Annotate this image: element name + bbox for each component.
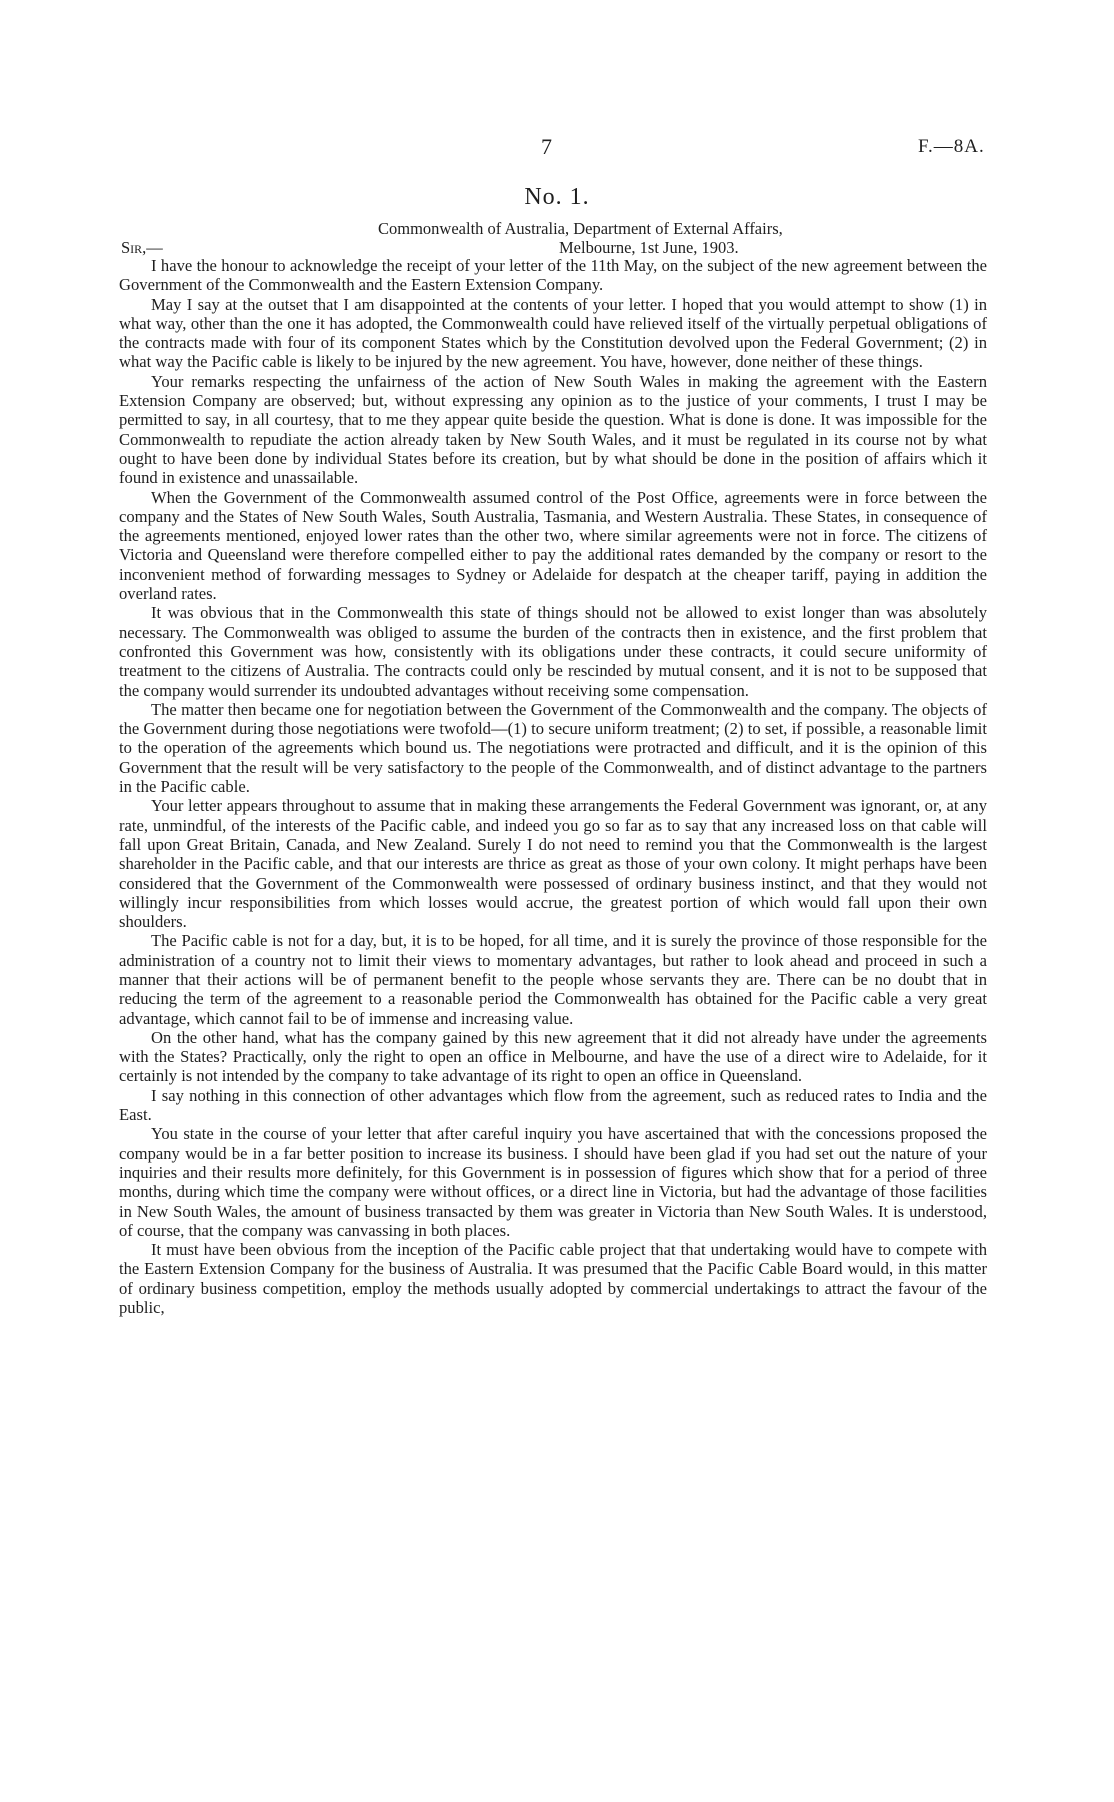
paragraph: You state in the course of your letter that after careful inquiry you have ascertained that with the concessions proposed the company would be in a far better position to increase its business. I should have been glad if you had set out the nature of your inquiries and their results more definitely, for this Government is in possession of figures which show that for a period of three months, during which time the company were without offices, or a direct line in Victoria, but had the advantage of those facilities in New South Wales, the amount of business transacted by them was greater in Victoria than New South Wales. It is understood, of course, that the company was canvassing in both places.	[119, 1124, 987, 1240]
paragraph: May I say at the outset that I am disappointed at the contents of your letter. I hoped that you would attempt to show (1) in what way, other than the one it has adopted, the Commonwealth could have relieved itself of the virtually perpetual obligations of the contracts made with four of its component States which by the Constitution devolved upon the Federal Government; (2) in what way the Pacific cable is likely to be injured by the new agreement. You have, however, done neither of these things.	[119, 294, 987, 372]
paragraph: When the Government of the Commonwealth assumed control of the Post Office, agreements were in force between the company and the States of New South Wales, South Australia, Tasmania, and Western Australia. These States, in consequence of the agreements mentioned, enjoyed lower rates than the other two, where similar agreements were not in force. The citizens of Victoria and Queensland were therefore compelled either to pay the additional rates demanded by the company or resort to the inconvenient method of forwarding messages to Sydney or Adelaide for despatch at the cheaper tariff, paying in addition the overland rates.	[119, 487, 987, 604]
paragraph: I say nothing in this connection of other advantages which flow from the agreement, such as reduced rates to India and the East.	[119, 1085, 987, 1125]
address-line-2: Melbourne, 1st June, 1903.	[559, 238, 739, 257]
page-number: 7	[541, 134, 553, 159]
document-reference: F.—8A.	[918, 136, 985, 157]
paragraph: It must have been obvious from the inception of the Pacific cable project that that undertaking would have to compete with the Eastern Extension Company for the business of Australia. It was presumed that the Pacific Cable Board would, in this matter of ordinary business competition, employ the methods usually adopted by commercial undertakings to attract the favour of the public,	[119, 1240, 987, 1318]
paragraph: The Pacific cable is not for a day, but, it is to be hoped, for all time, and it is surely the province of those responsible for the administration of a country not to limit their views to momentary advantages, but rather to look ahead and proceed in such a manner that their actions will be of permanent benefit to the people whose servants they are. There can be no doubt that in reducing the term of the agreement to a reasonable period the Commonwealth has obtained for the Pacific cable a very great advantage, which cannot fail to be of immense and increasing value.	[119, 931, 987, 1028]
paragraph: Your letter appears throughout to assume that in making these arrangements the Federal Government was ignorant, or, at any rate, unmindful, of the interests of the Pacific cable, and indeed you go so far as to say that any increased loss on that cable will fall upon Great Britain, Canada, and New Zealand. Surely I do not need to remind you that the Commonwealth is the largest shareholder in the Pacific cable, and that our interests are thrice as great as those of your own colony. It might perhaps have been considered that the Government of the Commonwealth were possessed of ordinary business instinct, and that they would not willingly incur responsibilities from which losses would accrue, the greatest portion of which would fall upon their own shoulders.	[119, 796, 987, 932]
paragraph: I have the honour to acknowledge the receipt of your letter of the 11th May, on the subject of the new agreement between the Government of the Commonwealth and the Eastern Extension Company.	[119, 256, 987, 295]
paragraph: It was obvious that in the Commonwealth this state of things should not be allowed to exist longer than was absolutely necessary. The Commonwealth was obliged to assume the burden of the contracts then in existence, and the first problem that confronted this Government was how, consistently with its obligations under these contracts, it could secure uniformity of treatment to the citizens of Australia. The contracts could only be rescinded by mutual consent, and it is not to be supposed that the company would surrender its undoubted advantages without receiving some compensation.	[119, 603, 987, 700]
letter-number-title: No. 1.	[524, 184, 590, 210]
address-line-1: Commonwealth of Australia, Department of External Affairs,	[378, 219, 783, 238]
paragraph: Your remarks respecting the unfairness of the action of New South Wales in making the agreement with the Eastern Extension Company are observed; but, without expressing any opinion as to the justice of your comments, I trust I may be permitted to say, in all courtesy, that to me they appear quite beside the question. What is done is done. It was impossible for the Commonwealth to repudiate the action already taken by New South Wales, and it must be regulated in its course not by what ought to have been done by individual States before its creation, but by what should be done in the position of affairs which it found in existence and unassailable.	[119, 371, 987, 488]
paragraph: The matter then became one for negotiation between the Government of the Commonwealth and the company. The objects of the Government during those negotiations were twofold—(1) to secure uniform treatment; (2) to set, if possible, a reasonable limit to the operation of the agreements which bound us. The negotiations were protracted and difficult, and it is the opinion of this Government that the result will be very satisfactory to the people of the Commonwealth, and of distinct advantage to the partners in the Pacific cable.	[119, 699, 987, 797]
salutation: Sir,—	[121, 238, 163, 257]
letter-body	[119, 256, 987, 1317]
paragraph: On the other hand, what has the company gained by this new agreement that it did not already have under the agreements with the States? Practically, only the right to open an office in Melbourne, and have the use of a direct wire to Adelaide, for it certainly is not intended by the company to take advantage of its right to open an office in Queensland.	[119, 1027, 987, 1086]
